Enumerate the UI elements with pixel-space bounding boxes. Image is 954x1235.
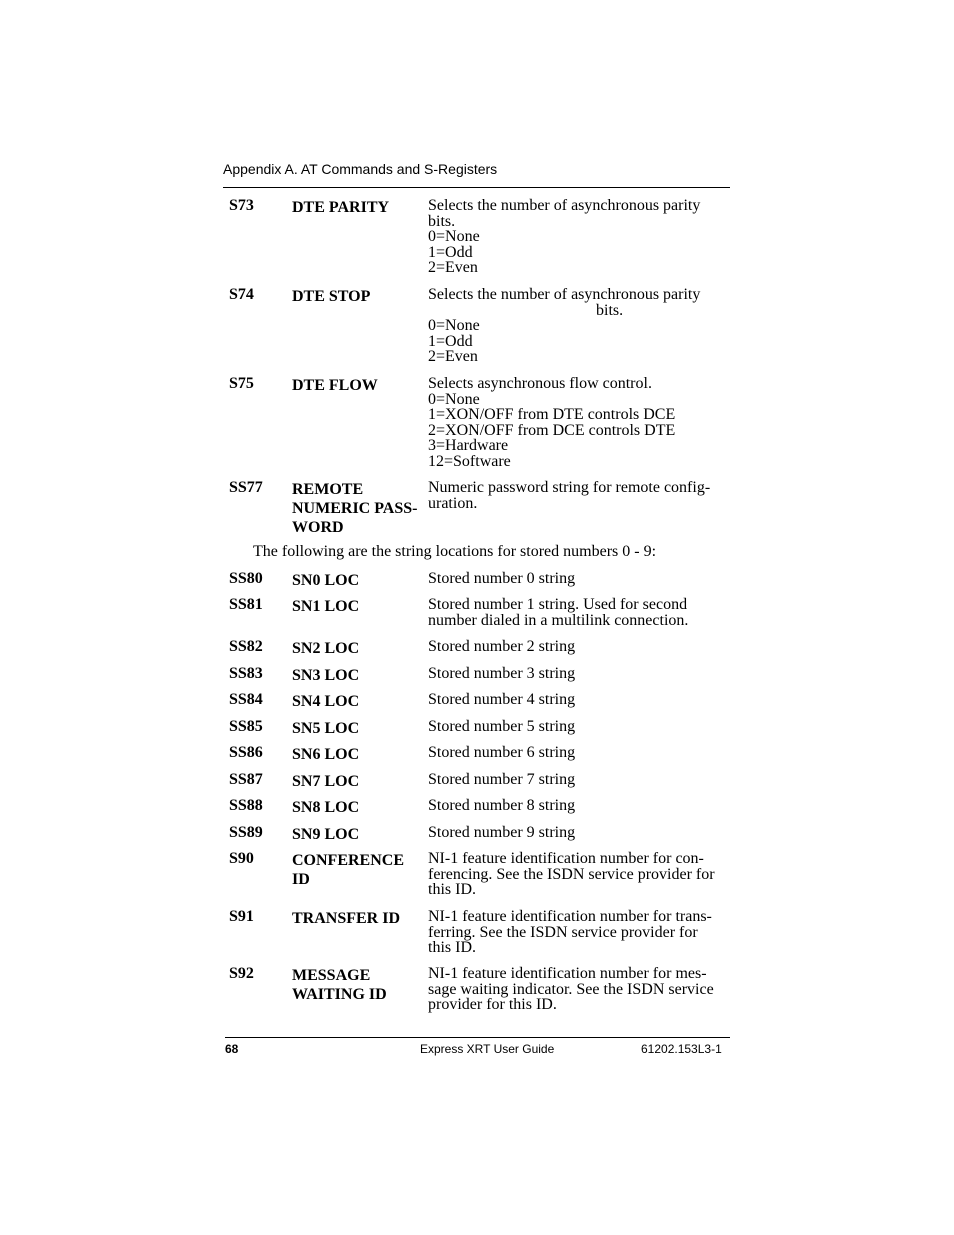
- description-line: Stored number 9 string: [428, 824, 576, 841]
- description-line: Stored number 0 string: [428, 570, 576, 587]
- register-name: SN4 LOC: [292, 693, 360, 710]
- register-description: [428, 287, 733, 365]
- footer-rule: [225, 1037, 730, 1038]
- register-description: [428, 745, 733, 761]
- description-line: 1=Odd: [428, 243, 473, 261]
- register-name: TRANSFER ID: [292, 910, 401, 927]
- description-line: NI-1 feature identification number for trans-: [428, 908, 712, 925]
- description-line: 2=Even: [428, 348, 478, 366]
- description-line: NI-1 feature identification number for mes-: [428, 965, 707, 982]
- register-id: SS82: [229, 638, 263, 655]
- description-line: Stored number 6 string: [428, 744, 576, 761]
- register-description: [428, 597, 733, 628]
- description-line: NI-1 feature identification number for con-: [428, 850, 704, 867]
- register-description: [428, 198, 733, 276]
- register-id: SS84: [229, 691, 263, 708]
- register-description: [428, 772, 733, 788]
- register-name: CONFERENCE ID: [292, 852, 405, 888]
- register-id: S91: [229, 908, 254, 925]
- register-description: [428, 692, 733, 708]
- register-description: [428, 825, 733, 841]
- description-line: bits.: [596, 301, 624, 319]
- description-line: Selects the number of asynchronous parity: [428, 197, 701, 214]
- description-line: 2=Even: [428, 259, 478, 277]
- register-description: [428, 571, 733, 587]
- description-line: 2=XON/OFF from DCE controls DTE: [428, 421, 676, 439]
- description-line: ferencing. See the ISDN service provider for: [428, 865, 715, 883]
- register-id: S75: [229, 375, 254, 392]
- register-id: S90: [229, 850, 254, 867]
- description-line: Stored number 1 string. Used for second: [428, 596, 688, 613]
- register-name: SN7 LOC: [292, 773, 360, 790]
- register-id: SS77: [229, 479, 263, 496]
- description-line: 0=None: [428, 390, 480, 408]
- register-name: SN6 LOC: [292, 746, 360, 763]
- description-line: Selects asynchronous flow control.: [428, 375, 652, 392]
- running-head: Appendix A. AT Commands and S-Registers: [223, 161, 498, 177]
- intro-paragraph: The following are the string locations for stored numbers 0 - 9:: [253, 543, 657, 560]
- description-line: 3=Hardware: [428, 437, 509, 455]
- description-line: Numeric password string for remote config-: [428, 479, 711, 496]
- register-id: SS88: [229, 797, 263, 814]
- description-line: 0=None: [428, 228, 480, 246]
- register-description: [428, 798, 733, 814]
- header-rule: [223, 187, 730, 188]
- description-line: provider for this ID.: [428, 996, 557, 1014]
- description-line: this ID.: [428, 881, 476, 899]
- register-description: [428, 719, 733, 735]
- register-id: S92: [229, 965, 254, 982]
- register-description: [428, 851, 733, 898]
- description-line: sage waiting indicator. See the ISDN service: [428, 980, 714, 998]
- description-line: Stored number 4 string: [428, 691, 576, 708]
- description-line: 1=XON/OFF from DTE controls DCE: [428, 406, 676, 424]
- description-line: Stored number 8 string: [428, 797, 576, 814]
- description-line: 0=None: [428, 317, 480, 335]
- register-name: SN3 LOC: [292, 667, 360, 684]
- register-id: S74: [229, 286, 254, 303]
- register-description: [428, 639, 733, 655]
- register-name: MESSAGE WAITING ID: [292, 967, 387, 1003]
- footer-title: Express XRT User Guide: [420, 1042, 555, 1056]
- description-line: Selects the number of asynchronous parity: [428, 286, 701, 303]
- register-id: SS81: [229, 596, 263, 613]
- register-name: SN0 LOC: [292, 572, 360, 589]
- register-id: SS83: [229, 665, 263, 682]
- document-number: 61202.153L3-1: [641, 1042, 722, 1056]
- register-id: SS86: [229, 744, 263, 761]
- register-name: SN8 LOC: [292, 799, 360, 816]
- register-id: SS87: [229, 771, 263, 788]
- register-id: SS85: [229, 718, 263, 735]
- register-name: DTE FLOW: [292, 377, 378, 394]
- description-line: 12=Software: [428, 452, 511, 470]
- page-number: 68: [225, 1042, 239, 1056]
- register-name: SN1 LOC: [292, 598, 360, 615]
- register-name: SN2 LOC: [292, 640, 360, 657]
- register-description: [428, 666, 733, 682]
- description-line: 1=Odd: [428, 332, 473, 350]
- register-description: [428, 966, 733, 1013]
- register-name: DTE STOP: [292, 288, 371, 305]
- description-line: Stored number 7 string: [428, 771, 576, 788]
- description-line: ferring. See the ISDN service provider for: [428, 923, 698, 941]
- register-id: SS89: [229, 824, 263, 841]
- register-description: [428, 376, 733, 470]
- register-id: SS80: [229, 570, 263, 587]
- register-description: [428, 909, 733, 956]
- register-name: SN5 LOC: [292, 720, 360, 737]
- register-name: REMOTE NUMERIC PASS-WORD: [292, 481, 418, 536]
- description-line: this ID.: [428, 939, 476, 957]
- register-id: S73: [229, 197, 254, 214]
- register-name: SN9 LOC: [292, 826, 360, 843]
- description-line: number dialed in a multilink connection.: [428, 611, 689, 629]
- register-name: DTE PARITY: [292, 199, 390, 216]
- description-line: uration.: [428, 494, 478, 512]
- description-line: Stored number 2 string: [428, 638, 576, 655]
- register-description: [428, 480, 733, 511]
- description-line: Stored number 3 string: [428, 665, 576, 682]
- description-line: Stored number 5 string: [428, 718, 576, 735]
- description-line: bits.: [428, 212, 456, 230]
